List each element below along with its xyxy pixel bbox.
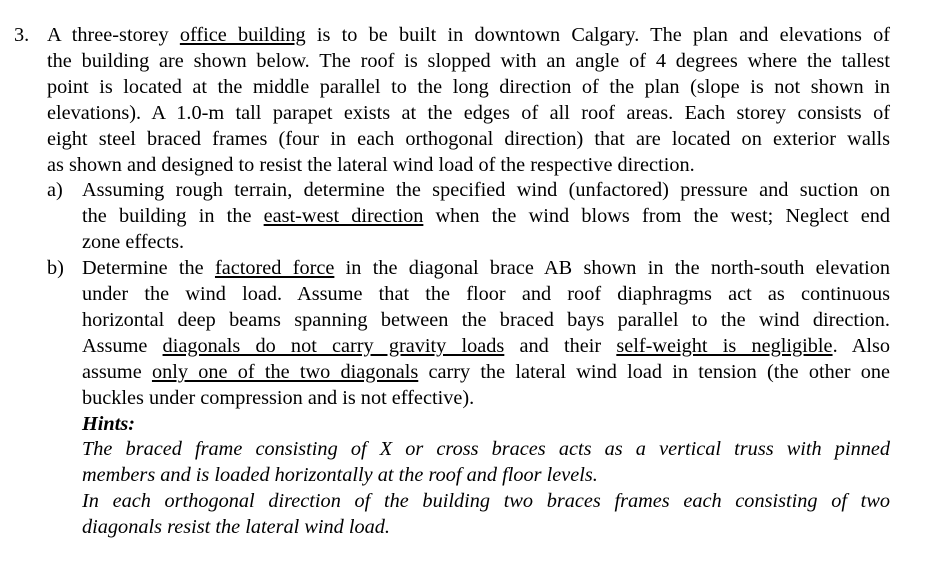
underlined-text: self-weight is negligible bbox=[616, 334, 833, 357]
underlined-text: diagonals do not carry gravity loads bbox=[162, 334, 505, 357]
text-segment: . Also bbox=[832, 334, 891, 357]
question-line bbox=[47, 22, 890, 48]
text-segment: Assume bbox=[82, 334, 163, 357]
part-b-line bbox=[82, 307, 890, 333]
text-segment: Assuming rough terrain, determine the specified wind (unfactored) pressure and suction on bbox=[82, 179, 890, 202]
text-segment: when the wind blows from the west; Neglect end bbox=[423, 205, 890, 228]
part-b-line bbox=[82, 359, 890, 385]
question-line bbox=[47, 152, 695, 178]
text-segment: eight steel braced frames (four in each orthogonal direction) that are located on exterior walls bbox=[47, 127, 890, 150]
text-segment: The braced frame consisting of X or cross braces acts as a vertical truss with pinned bbox=[82, 438, 890, 461]
text-segment: carry the lateral wind load in tension (the other one bbox=[418, 360, 890, 383]
part-b-line bbox=[82, 385, 474, 411]
underlined-text: only one of the two diagonals bbox=[151, 360, 419, 383]
text-segment: buckles under compression and is not effective). bbox=[82, 386, 475, 409]
text-segment: the building in the bbox=[82, 205, 264, 228]
underlined-text: east-west direction bbox=[263, 205, 424, 228]
text-segment: assume bbox=[82, 360, 152, 383]
question-line bbox=[47, 74, 890, 100]
text-segment: is to be built in downtown Calgary. The plan and elevations of bbox=[305, 24, 890, 46]
text-segment: elevations). A 1.0-m tall parapet exists at the edges of all roof areas. Each storey consists of bbox=[47, 101, 890, 124]
text-segment: members and is loaded horizontally at the roof and floor levels. bbox=[82, 464, 598, 487]
text-segment: and their bbox=[504, 334, 617, 357]
part-b-line bbox=[82, 333, 890, 359]
hints-heading: Hints: bbox=[82, 412, 135, 435]
text-segment: in the diagonal brace AB shown in the north-south elevation bbox=[334, 257, 891, 280]
part-b-line bbox=[82, 255, 890, 281]
text-segment: point is located at the middle parallel to the long direction of the plan (slope is not shown in bbox=[47, 75, 890, 98]
part-a-line bbox=[82, 177, 890, 203]
question-number: 3. bbox=[14, 24, 30, 46]
part-b-line bbox=[82, 462, 598, 488]
part-a-marker: a) bbox=[47, 179, 63, 202]
text-segment: Determine the bbox=[82, 257, 215, 280]
part-b-line bbox=[82, 281, 890, 307]
question-line bbox=[47, 100, 890, 126]
part-b-marker: b) bbox=[47, 257, 64, 280]
part-b-line bbox=[82, 436, 890, 462]
text-segment: the building are shown below. The roof is slopped with an angle of 4 degrees where the tallest bbox=[47, 49, 890, 72]
part-b-line bbox=[82, 411, 135, 437]
part-a-line bbox=[82, 203, 890, 229]
text-segment: In each orthogonal direction of the building two braces frames each consisting of two bbox=[82, 490, 890, 513]
text-segment: horizontal deep beams spanning between the braced bays parallel to the wind direction. bbox=[82, 308, 890, 331]
text-segment: diagonals resist the lateral wind load. bbox=[82, 516, 390, 539]
text-segment: under the wind load. Assume that the floor and roof diaphragms act as continuous bbox=[82, 283, 890, 305]
text-segment: as shown and designed to resist the lateral wind load of the respective direction. bbox=[47, 153, 695, 176]
question-line bbox=[47, 126, 890, 152]
part-b-line bbox=[82, 488, 890, 514]
text-segment: A three-storey bbox=[47, 24, 180, 46]
part-a-line bbox=[82, 229, 184, 255]
underlined-text: factored force bbox=[214, 257, 335, 280]
underlined-text: office building bbox=[179, 24, 306, 46]
part-b-line bbox=[82, 514, 390, 540]
text-segment: zone effects. bbox=[82, 231, 185, 254]
question-line bbox=[47, 48, 890, 74]
